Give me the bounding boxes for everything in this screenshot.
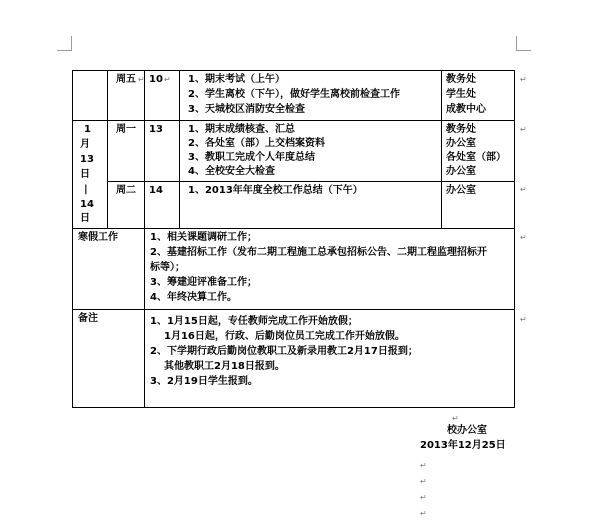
crop-mark-top-right [516,36,531,51]
dept-friday-1: 教务处 [446,74,476,85]
task-monday-4: 4、全校安全大检查 [188,166,275,177]
task-monday-3: 3、教职工完成个人年度总结 [188,152,315,163]
day-monday: 周一 [116,124,136,135]
date-line-1: 1 [84,124,91,135]
task-tuesday-1: 1、2013年年度全校工作总结（下午） [188,185,363,196]
notes-item-2b: 其他教职工2月18日报到。 [164,361,285,372]
week-friday: 10 [149,74,163,85]
winter-item-3: 3、筹建迎评准备工作； [150,277,257,288]
dept-monday-3: 各处室（部） [446,152,506,163]
task-friday-2: 2、学生离校（下午），做好学生离校前检查工作 [188,89,400,100]
date-line-7: 日 [80,213,90,224]
task-friday-3: 3、天城校区消防安全检查 [188,104,305,115]
document-page: 周五 ↵ 10 ↵ 1、期末考试（上午） 2、学生离校（下午），做好学生离校前检查工作 3、天城校区消防安全检查 教务处 学生处 成教中心 1 月 13 日 | 14 日 周一 13 1、期末成绩核查、汇总 2、各处室（部）上交档案资料 3、教职工完成个人年度总结 4、全校安全大检查 教务处 办公室 各处室（部） 办公室 周二 14 1、2013年年度全校工作总结（下午） 办公室 寒假工作 1、相关课题调研工作； 2、基建招标工作（发布二期工程施工总承包招标公告、二期工程监理招标开 标等）； 3、筹建迎评准备工作； 4、年终决算工作。 备注 1、1月15日起，专任教师完成工作开始放假； 1月16日起，行政、后勤岗位员工完成工作开始放假。 2、下学期行政后勤岗位教职工及新录用教工2月17日报到； 其他教职工2月18日报到。 3、2月19日学生报到。 ↵ ↵ ↵ ↵ ↵ ↵ 校办公室 2013年12月25日 ↵ ↵ ↵ ↵ [0,0,594,530]
task-friday-1: 1、期末考试（上午） [188,74,285,85]
dept-monday-4: 办公室 [446,166,476,177]
winter-item-4: 4、年终决算工作。 [150,292,237,303]
signature-date: 2013年12月25日 [420,440,506,451]
week-monday: 13 [149,124,163,135]
notes-item-3: 3、2月19日学生报到。 [150,376,258,387]
week-tuesday: 14 [149,185,163,196]
notes-item-1b: 1月16日起，行政、后勤岗位员工完成工作开始放假。 [164,331,405,342]
task-monday-2: 2、各处室（部）上交档案资料 [188,138,325,149]
crop-mark-top-left [57,36,72,51]
notes-item-1: 1、1月15日起，专任教师完成工作开始放假； [150,316,358,327]
dept-friday-3: 成教中心 [446,104,486,115]
date-line-2: 月 [80,139,90,150]
dept-monday-2: 办公室 [446,138,476,149]
task-monday-1: 1、期末成绩核查、汇总 [188,124,295,135]
winter-item-2-cont: 标等）； [150,262,185,273]
date-line-3: 13 [80,154,94,165]
dept-monday-1: 教务处 [446,124,476,135]
winter-label: 寒假工作 [78,232,118,243]
winter-item-1: 1、相关课题调研工作； [150,232,257,243]
date-line-6: 14 [80,199,94,210]
dept-friday-2: 学生处 [446,89,476,100]
date-line-5: | [84,184,88,195]
date-line-4: 日 [80,169,90,180]
signature-office: 校办公室 [447,425,487,436]
day-friday: 周五 [116,74,136,85]
notes-label: 备注 [78,313,98,324]
winter-item-2: 2、基建招标工作（发布二期工程施工总承包招标公告、二期工程监理招标开 [150,247,487,258]
dept-tuesday-1: 办公室 [446,185,476,196]
day-tuesday: 周二 [116,185,136,196]
notes-item-2: 2、下学期行政后勤岗位教职工及新录用教工2月17日报到； [150,346,418,357]
